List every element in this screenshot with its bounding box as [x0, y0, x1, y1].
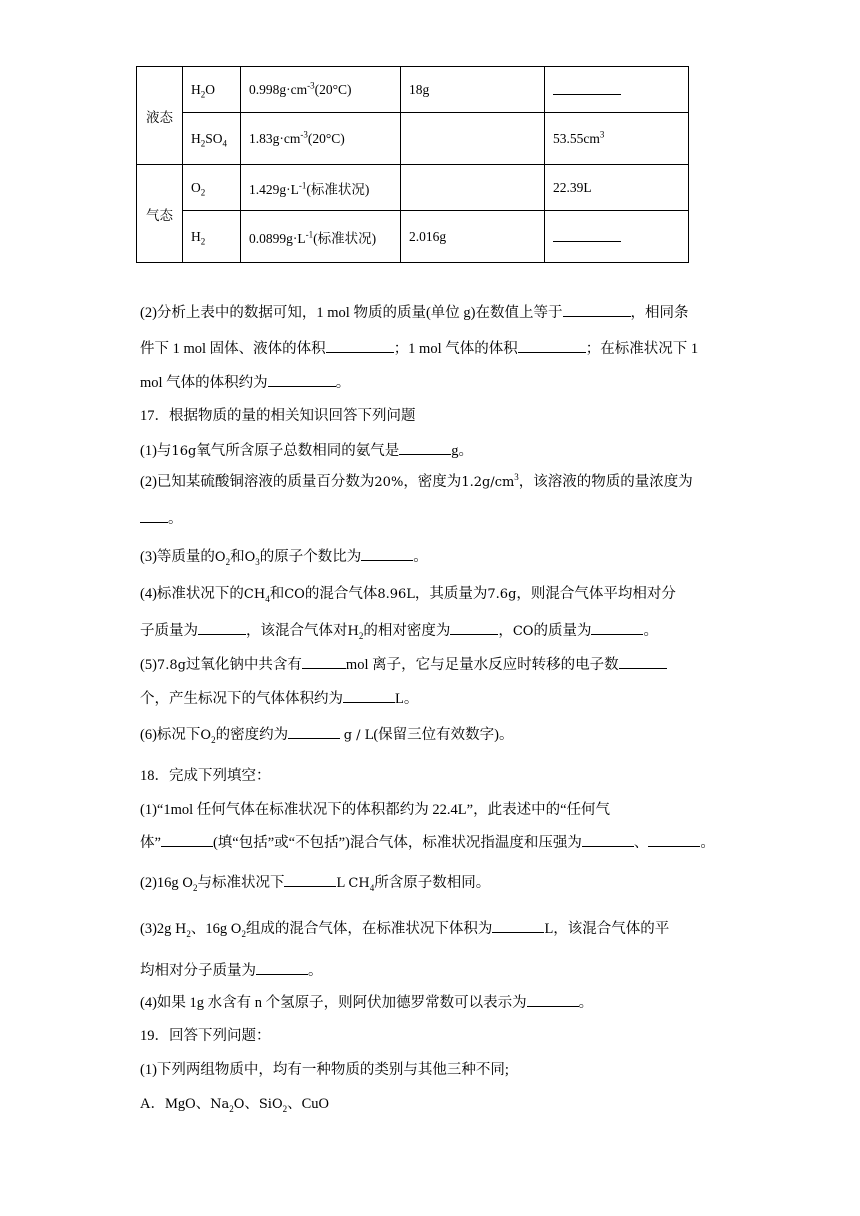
q17-part4: (4)标准状况下的$CH_4$和CO的混合气体8.96L，其质量为7.6g，则混合气体平均相对分	[140, 586, 676, 604]
answer-blank[interactable]	[591, 620, 643, 635]
formula-cell: $H_2SO_4$	[183, 113, 241, 165]
q18-part1-cont: 体” (填“包括”或“不包括”)混合气体，标准状况指温度和压强为 、 。	[140, 832, 715, 853]
answer-blank[interactable]	[553, 227, 621, 242]
q18-part3-cont: 均相对分子质量为 。	[140, 960, 323, 981]
q17-part6: (6)标况下$O_2$的密度约为 g / L(保留三位有效数字)。	[140, 724, 514, 746]
q17-part2-cont: 。	[140, 508, 183, 529]
answer-blank[interactable]	[450, 620, 498, 635]
answer-blank[interactable]	[256, 960, 308, 975]
answer-blank[interactable]	[302, 654, 346, 669]
state-cell: 液态	[137, 67, 183, 165]
mass-cell: 18g	[401, 67, 545, 113]
volume-cell: $53.55cm^3$	[545, 113, 689, 165]
mass-cell: 2.016g	[401, 211, 545, 263]
volume-cell	[545, 67, 689, 113]
answer-blank[interactable]	[161, 832, 213, 847]
q18-part2: (2)16g $O_2$与标准状况下 L $CH_4$所含原子数相同。	[140, 872, 490, 894]
q17-part3: (3)等质量的$O_2$和$O_3$的原子个数比为 。	[140, 546, 428, 568]
q17-part4-cont: 子质量为 ，该混合气体对$H_2$的相对密度为 ，CO的质量为 。	[140, 620, 658, 642]
properties-table	[136, 66, 689, 263]
answer-blank[interactable]	[288, 724, 340, 739]
q17-part2: (2)已知某硫酸铜溶液的质量百分数为20%，密度为$1.2g/cm^3$，该溶液的物质的量浓度为	[140, 472, 693, 490]
question-18-title: 18．完成下列填空：	[140, 768, 271, 784]
density-cell: $1.429g\cdot L^{-1}$(标准状况)	[241, 165, 401, 211]
formula-cell: $H_2$	[183, 211, 241, 263]
table-row	[137, 211, 689, 263]
q19-option-a: A．MgO、$Na_2O$、SiO$_2$、CuO	[140, 1096, 330, 1114]
answer-blank[interactable]	[268, 372, 336, 387]
answer-blank[interactable]	[492, 918, 544, 933]
q18-part4: (4)如果 1g 水含有 n 个氢原子，则阿伏加德罗常数可以表示为 。	[140, 992, 593, 1013]
answer-blank[interactable]	[284, 872, 336, 887]
q17-part1: (1)与16g氧气所含原子总数相同的氨气是 g。	[140, 440, 473, 462]
mass-cell	[401, 165, 545, 211]
answer-blank[interactable]	[518, 338, 586, 353]
question-19-title: 19．回答下列问题：	[140, 1028, 271, 1044]
volume-cell	[545, 211, 689, 263]
answer-blank[interactable]	[553, 80, 621, 95]
density-cell: $0.0899g\cdot L^{-1}$(标准状况)	[241, 211, 401, 263]
answer-blank[interactable]	[563, 302, 631, 317]
answer-blank[interactable]	[527, 992, 579, 1007]
table-row	[137, 113, 689, 165]
mass-cell	[401, 113, 545, 165]
answer-blank[interactable]	[361, 546, 413, 561]
volume-cell: 22.39L	[545, 165, 689, 211]
answer-blank[interactable]	[582, 832, 634, 847]
answer-blank[interactable]	[648, 832, 700, 847]
density-cell: $0.998g\cdot cm^{-3}(20^\circ C)$	[241, 67, 401, 113]
table-row	[137, 67, 689, 113]
q17-part5: (5)7.8g过氧化钠中共含有 mol 离子，它与足量水反应时转移的电子数	[140, 654, 667, 676]
state-cell: 气态	[137, 165, 183, 263]
q18-part1: (1)“1mol 任何气体在标准状况下的体积都约为 22.4L”，此表述中的“任何气	[140, 802, 611, 818]
answer-blank[interactable]	[140, 508, 168, 523]
q16-2-line3: mol 气体的体积约为 。	[140, 372, 350, 393]
formula-cell: $O_2$	[183, 165, 241, 211]
formula-cell: $H_2O$	[183, 67, 241, 113]
answer-blank[interactable]	[198, 620, 246, 635]
answer-blank[interactable]	[399, 440, 451, 455]
q16-2-line2: 件下 1 mol 固体、液体的体积 ；1 mol 气体的体积 ；在标准状况下 1	[140, 338, 698, 359]
q19-part1: (1)下列两组物质中，均有一种物质的类别与其他三种不同;	[140, 1062, 509, 1078]
q16-2-line1: (2)分析上表中的数据可知，1 mol 物质的质量(单位 g)在数值上等于 ，相同条	[140, 302, 689, 323]
q18-part3: (3)2g $H_2$、16g $O_2$组成的混合气体，在标准状况下体积为 L，该混合气体的平	[140, 918, 669, 940]
answer-blank[interactable]	[343, 688, 395, 703]
q17-part5-cont: 个，产生标况下的气体体积约为 L。	[140, 688, 418, 709]
question-17-title: 17．根据物质的量的相关知识回答下列问题	[140, 408, 416, 424]
answer-blank[interactable]	[326, 338, 394, 353]
answer-blank[interactable]	[619, 654, 667, 669]
density-cell: $1.83g\cdot cm^{-3}(20^\circ C)$	[241, 113, 401, 165]
table-row	[137, 165, 689, 211]
